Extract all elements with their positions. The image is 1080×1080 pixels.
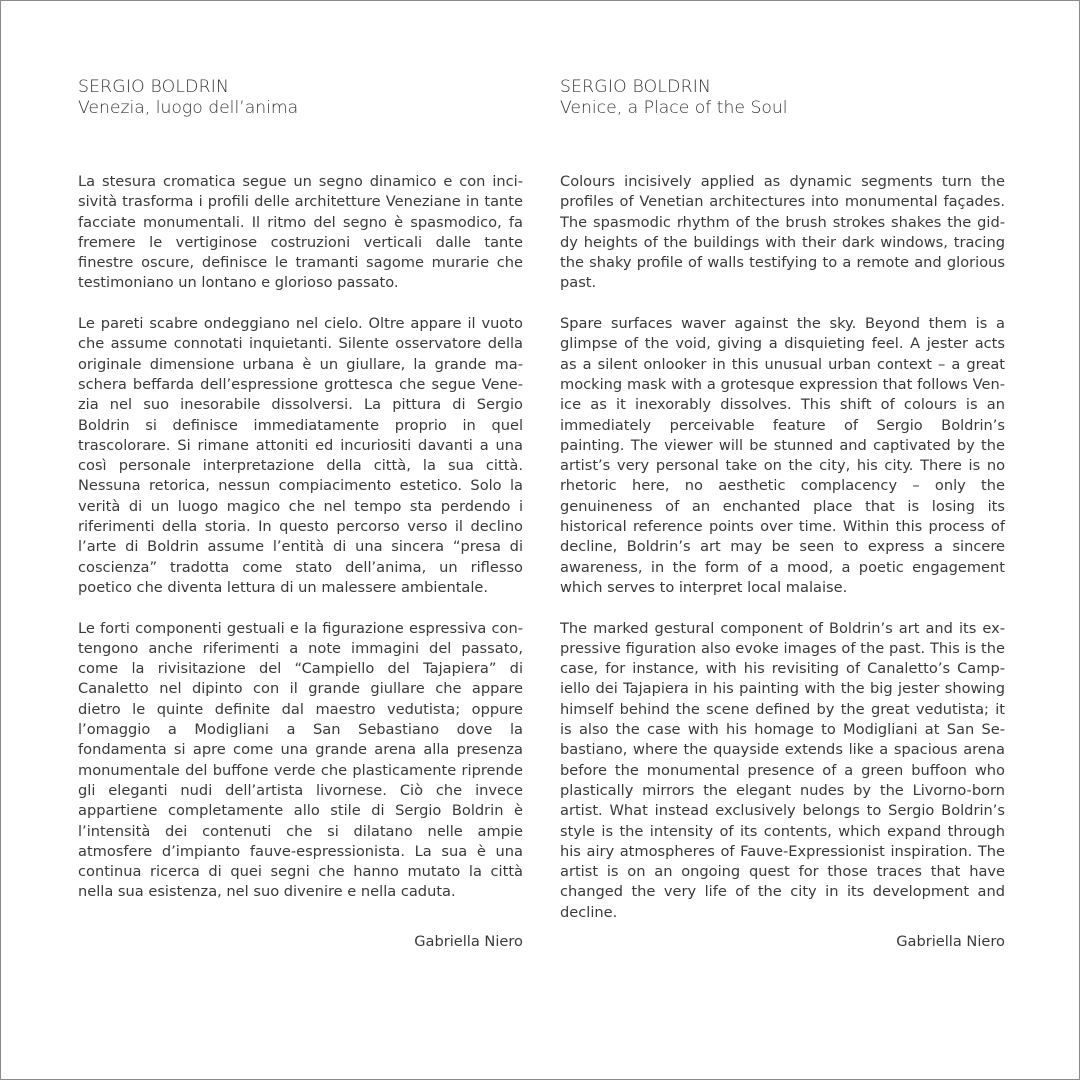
article-body bbox=[78, 172, 523, 903]
italian-column bbox=[78, 77, 523, 950]
author-signature: Gabriella Niero bbox=[896, 933, 1005, 950]
paragraph: The marked gestural component of Boldrin’s art and its expressive figuration also evoke images of the past. This is the case, for instance, with his revisiting of Canaletto’s Campiello dei Tajapiera in his painting with the big jester showing himself behind the scene defined by the great vedutista; it is also the case with his homage to Modigliani at San Sebastiano, where the quayside extends like a spacious arena before the monumental presence of a green buffoon who plastically mirrors the elegant nudes by the Livorno-born artist. What instead exclusively belongs to Sergio Boldrin’s style is the intensity of its contents, which expand through his airy atmospheres of Fauve-Expressionist inspiration. The artist is on an ongoing quest for those traces that have changed the very life of the city in its development and decline. bbox=[560, 619, 1005, 921]
article-body bbox=[560, 172, 1005, 923]
paragraph: Colours incisively applied as dynamic segments turn the profiles of Venetian architectures into monumental façades. The spasmodic rhythm of the brush strokes shakes the giddy heights of the buildings with their dark windows, tracing the shaky profile of walls testifying to a remote and glorious past. bbox=[560, 173, 1005, 292]
paragraph: Spare surfaces waver against the sky. Beyond them is a glimpse of the void, giving a disquieting feel. A jester acts as a silent onlooker in this unusual urban context – a great mocking mask with a grotesque expression that follows Venice as it inexorably dissolves. This shift of colours is an immediately perceivable feature of Sergio Boldrin’s painting. The viewer will be stunned and captivated by the artist’s very personal take on the city, his city. There is no rhetoric here, no aesthetic complacency – only the genuineness of an enchanted place that is losing its historical reference points over time. Within this process of decline, Boldrin’s art may be seen to express a sincere awareness, in the form of a mood, a poetic engagement which serves to interpret local malaise. bbox=[560, 315, 1005, 596]
author-signature: Gabriella Niero bbox=[414, 933, 523, 950]
author-heading: SERGIO BOLDRIN bbox=[78, 77, 230, 97]
author-heading: SERGIO BOLDRIN bbox=[560, 77, 712, 97]
paragraph: Le pareti scabre ondeggiano nel cielo. Oltre appare il vuoto che assume connotati inquietanti. Silente osservatore della originale dimensione urbana è un giullare, la grande maschera beffarda dell’espressione grottesca che segue Venezia nel suo inesorabile dissolversi. La pittura di Sergio Boldrin si definisce immediatamente proprio in quel trascolorare. Si rimane attoniti ed incuriositi davanti a una così personale interpretazione della città, la sua città. Nessuna retorica, nessun compiacimento estetico. Solo la verità di un luogo magico che nel tempo sta perdendo i riferimenti della storia. In questo percorso verso il declino l’arte di Boldrin assume l’entità di una sincera “presa di coscienza” tradotta come stato dell’anima, un riflesso poetico che diventa lettura di un malessere ambientale. bbox=[78, 315, 523, 596]
paragraph: Le forti componenti gestuali e la figurazione espressiva contengono anche riferimenti a note immagini del passato, come la rivisitazione del “Campiello del Tajapiera” di Canaletto nel dipinto con il grande giullare che appare dietro le quinte definite dal maestro vedutista; oppure l’omaggio a Modigliani a San Sebastiano dove la fondamenta si apre come una grande arena alla presenza monumentale del buffone verde che plasticamente riprende gli eleganti nudi dell’artista livornese. Ciò che invece appartiene completamente allo stile di Sergio Boldrin è l’intensità dei contenuti che si dilatano nelle ampie atmosfere d’impianto fauve-espressionista. La sua è una continua ricerca di quei segni che hanno mutato la città nella sua esistenza, nel suo divenire e nella caduta. bbox=[78, 619, 523, 901]
article-title: Venezia, luogo dell’anima bbox=[78, 98, 299, 118]
article-title: Venice, a Place of the Soul bbox=[560, 98, 788, 118]
english-column bbox=[560, 77, 1005, 950]
paragraph: La stesura cromatica segue un segno dinamico e con incisività trasforma i profili delle architetture Veneziane in tante facciate monumentali. Il ritmo del segno è spasmodico, fa fremere le vertiginose costruzioni verticali dalle tante finestre oscure, definisce le tramanti sagome murarie che testimoniano un lontano e glorioso passato. bbox=[78, 173, 523, 292]
